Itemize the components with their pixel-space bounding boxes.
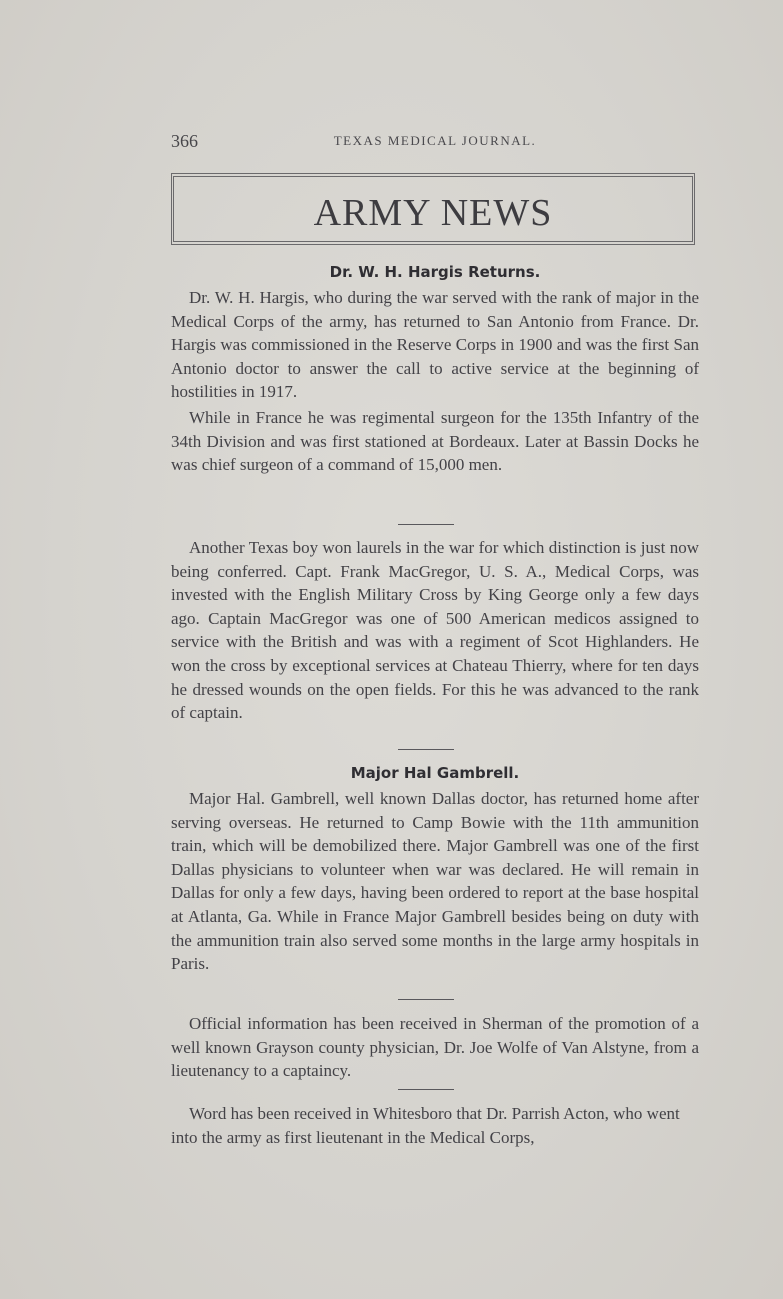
article-paragraph: Another Texas boy won laurels in the war for which distinction is just now being conferred. Capt. Frank MacGregor, U. S. A., Medical Corps, was invested with the English Military Cross by King George only a few days ago. Captain MacGregor was one of 500 American medicos assigned to service with the British and was with a regiment of Scot Highlanders. He won the cross by exceptional services at Chateau Thierry, where for ten days he dressed wounds on the open fields. For this he was advanced to the rank of captain. bbox=[171, 538, 699, 723]
article-acton bbox=[171, 1102, 699, 1149]
section-divider bbox=[398, 1089, 454, 1090]
article-paragraph: While in France he was regimental surgeon for the 135th Infantry of the 34th Division and was first stationed at Bordeaux. Later at Bassin Docks he was chief surgeon of a command of 15,000 men. bbox=[171, 407, 699, 475]
article-paragraph: Official information has been received in Sherman of the promotion of a well known Grayson county physician, Dr. Joe Wolfe of Van Alstyne, from a lieutenancy to a captaincy. bbox=[171, 1014, 699, 1081]
article-paragraph: Word has been received in Whitesboro that Dr. Parrish Acton, who went into the army as first lieutenant in the Medical Corps, bbox=[171, 1104, 680, 1147]
section-title: ARMY NEWS bbox=[313, 192, 553, 234]
article-wolfe bbox=[171, 1012, 699, 1083]
section-banner bbox=[171, 173, 695, 245]
section-divider bbox=[398, 999, 454, 1000]
article-heading: Dr. W. H. Hargis Returns. bbox=[329, 263, 541, 281]
section-divider bbox=[398, 524, 454, 525]
page-number: 366 bbox=[171, 131, 198, 151]
running-head bbox=[171, 131, 699, 151]
article-paragraph: Dr. W. H. Hargis, who during the war served with the rank of major in the Medical Corps of the army, has returned to San Antonio from France. Dr. Hargis was commissioned in the Reserve Corps in 1900 and was the first San Antonio doctor to answer the call to active service at the beginning of hostilities in 1917. bbox=[171, 288, 699, 402]
journal-title: TEXAS MEDICAL JOURNAL. bbox=[333, 133, 537, 148]
article-macgregor bbox=[171, 536, 699, 725]
article-gambrell bbox=[171, 762, 699, 976]
article-paragraph: Major Hal. Gambrell, well known Dallas doctor, has returned home after serving overseas. He returned to Camp Bowie with the 11th ammunition train, which will be demobilized there. Major Gambrell was one of the first Dallas physicians to volunteer when war was declared. He will remain in Dallas for only a few days, having been ordered to report at the base hospital at Atlanta, Ga. While in France Major Gambrell besides being on duty with the ammunition train also served some months in the large army hospitals in Paris. bbox=[171, 789, 699, 974]
section-divider bbox=[398, 749, 454, 750]
article-heading: Major Hal Gambrell. bbox=[350, 764, 520, 782]
article-hargis bbox=[171, 261, 699, 477]
